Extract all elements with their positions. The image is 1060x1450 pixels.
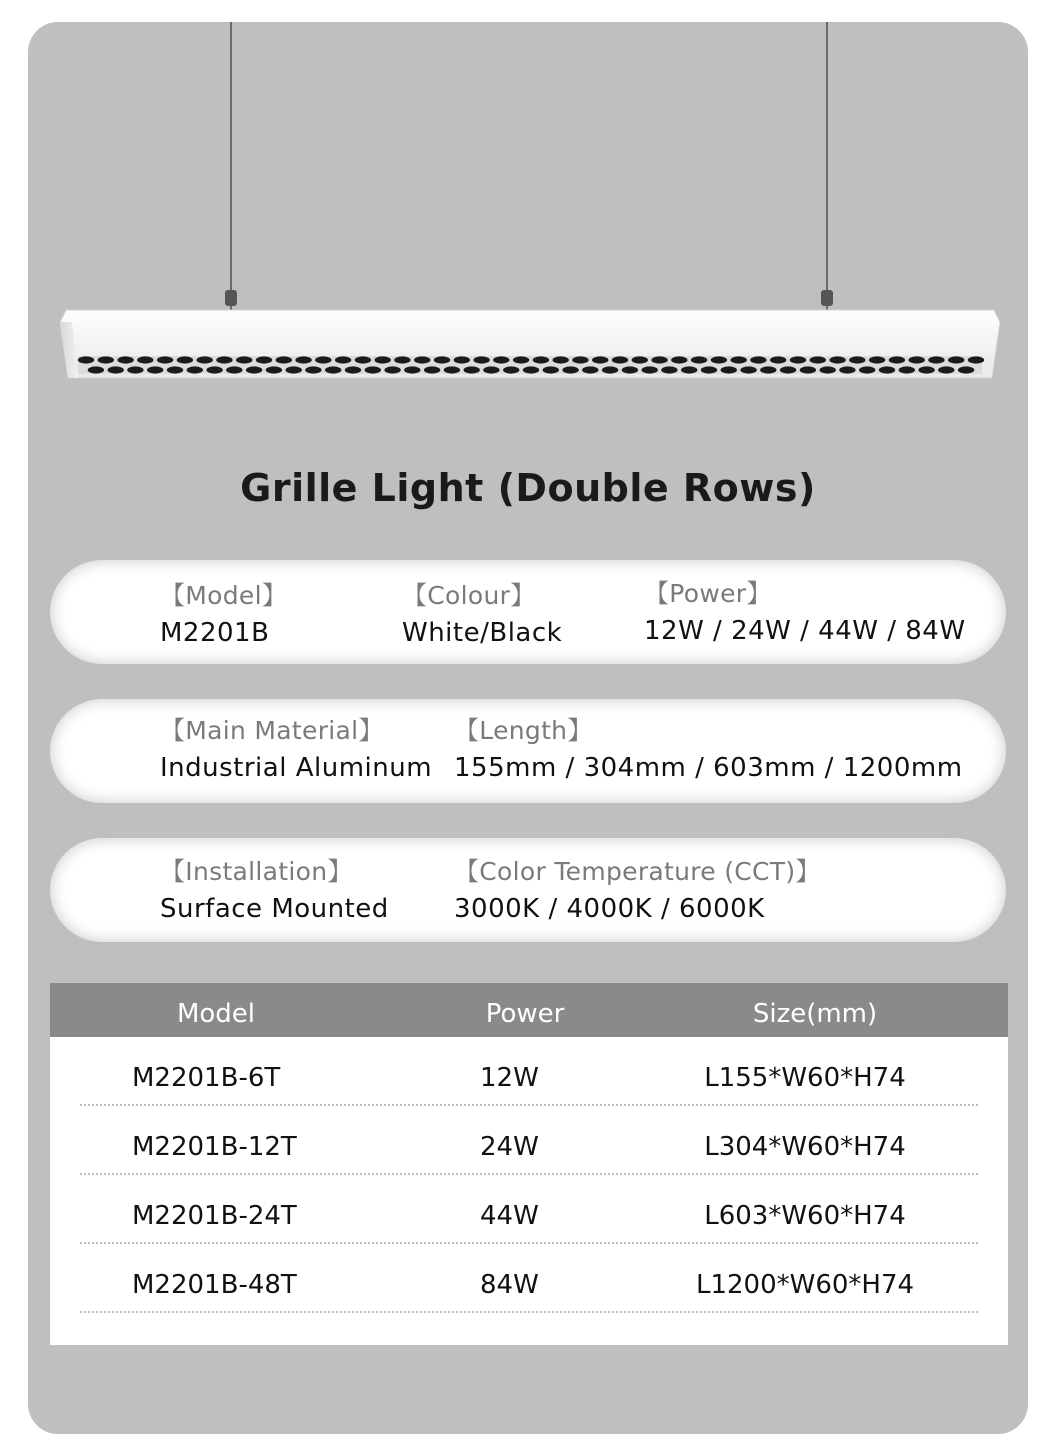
grille-cell: [523, 366, 539, 373]
grille-cell: [483, 366, 499, 373]
grille-cell: [464, 366, 480, 373]
grille-cell: [622, 366, 638, 373]
grille-cell: [375, 356, 391, 363]
spec-cct-value: 3000K / 4000K / 6000K: [454, 894, 765, 924]
grille-cell: [918, 366, 934, 373]
grille-cell: [553, 356, 569, 363]
suspension-wire-left: [230, 22, 232, 312]
grille-cell: [216, 356, 232, 363]
grille-cell: [98, 356, 114, 363]
grille-cell: [226, 366, 242, 373]
grille-cell: [384, 366, 400, 373]
cell-model: M2201B-24T: [132, 1201, 297, 1231]
grille-cell: [345, 366, 361, 373]
spec-power-value: 12W / 24W / 44W / 84W: [644, 616, 966, 646]
grille-cell: [78, 356, 94, 363]
spec-installation-label: 【Installation】: [160, 857, 353, 886]
spec-card-1: [50, 560, 1006, 664]
grille-cell: [711, 356, 727, 363]
wire-clip-left: [225, 290, 237, 306]
grille-cell: [642, 366, 658, 373]
cell-size: L155*W60*H74: [704, 1063, 906, 1093]
grille-cell: [365, 366, 381, 373]
spec-colour-label: 【Colour】: [402, 581, 536, 610]
grille-cell: [513, 356, 529, 363]
grille-cell: [938, 366, 954, 373]
grille-cell: [266, 366, 282, 373]
grille-cell: [760, 366, 776, 373]
cell-model: M2201B-12T: [132, 1132, 297, 1162]
grille-cell: [206, 366, 222, 373]
grille-cell: [879, 366, 895, 373]
grille-cell: [790, 356, 806, 363]
table-row: [80, 1244, 978, 1313]
grille-cell: [286, 366, 302, 373]
grille-cell: [414, 356, 430, 363]
cell-power: 84W: [480, 1270, 539, 1300]
grille-cell: [187, 366, 203, 373]
grille-cell: [750, 356, 766, 363]
cell-power: 24W: [480, 1132, 539, 1162]
spec-model-label: 【Model】: [160, 581, 288, 610]
grille-cell: [246, 366, 262, 373]
grille-cell: [731, 356, 747, 363]
grille-cell: [671, 356, 687, 363]
spec-length-label: 【Length】: [454, 716, 593, 745]
grille-cell: [533, 356, 549, 363]
table-row: [80, 1106, 978, 1175]
grille-cell: [928, 356, 944, 363]
grille-cell: [543, 366, 559, 373]
grille-cell: [295, 356, 311, 363]
spec-model: [160, 576, 287, 648]
grille-cell: [602, 366, 618, 373]
grille-cell: [691, 356, 707, 363]
grille-cell: [829, 356, 845, 363]
cell-size: L304*W60*H74: [704, 1132, 906, 1162]
grille-light-fixture-image: [60, 308, 1000, 380]
spec-power: [644, 574, 966, 646]
grille-cell: [325, 366, 341, 373]
grille-cell: [315, 356, 331, 363]
spec-card-2: [50, 699, 1006, 803]
cell-model: M2201B-48T: [132, 1270, 297, 1300]
grille-cell: [820, 366, 836, 373]
grille-cell: [632, 356, 648, 363]
table-header-size: Size(mm): [752, 999, 878, 1029]
suspension-wire-right: [826, 22, 828, 312]
grille-cell: [157, 356, 173, 363]
grille-cell: [839, 366, 855, 373]
spec-installation: [160, 852, 389, 924]
grille-cell: [572, 356, 588, 363]
grille-cell: [800, 366, 816, 373]
grille-cell: [562, 366, 578, 373]
grille-cell: [147, 366, 163, 373]
grille-cell: [117, 356, 133, 363]
grille-cell: [780, 366, 796, 373]
grille-cell: [869, 356, 885, 363]
page-title: Grille Light (Double Rows): [240, 466, 816, 510]
grille-cell: [681, 366, 697, 373]
cell-model: M2201B-6T: [132, 1063, 281, 1093]
grille-cell: [473, 356, 489, 363]
spec-length: [454, 711, 963, 783]
grille-cell: [177, 356, 193, 363]
grille-cell: [849, 356, 865, 363]
grille-cell: [197, 356, 213, 363]
cell-power: 12W: [480, 1063, 539, 1093]
grille-cell: [424, 366, 440, 373]
table-header-model: Model: [176, 999, 256, 1029]
grille-cell: [909, 356, 925, 363]
grille-cell: [88, 366, 104, 373]
grille-cell: [661, 366, 677, 373]
spec-colour: [402, 576, 562, 648]
grille-cell: [859, 366, 875, 373]
spec-colour-value: White/Black: [402, 618, 563, 648]
grille-cell: [404, 366, 420, 373]
grille-cell: [582, 366, 598, 373]
grille-cell: [493, 356, 509, 363]
grille-cell: [968, 356, 984, 363]
grille-cell: [701, 366, 717, 373]
grille-cell: [503, 366, 519, 373]
grille-cell: [721, 366, 737, 373]
spec-model-value: M2201B: [160, 618, 270, 648]
spec-material-label: 【Main Material】: [160, 716, 384, 745]
model-table: [50, 983, 1008, 1345]
grille-cell: [592, 356, 608, 363]
grille-cell: [355, 356, 371, 363]
grille-cell: [276, 356, 292, 363]
grille-cell: [899, 366, 915, 373]
grille-cell: [108, 366, 124, 373]
grille-cell: [958, 366, 974, 373]
wire-clip-right: [821, 290, 833, 306]
grille-cell: [444, 366, 460, 373]
grille-cell: [434, 356, 450, 363]
table-header-power: Power: [485, 999, 565, 1029]
spec-card-3: [50, 838, 1006, 942]
spec-length-value: 155mm / 304mm / 603mm / 1200mm: [454, 753, 963, 783]
cell-power: 44W: [480, 1201, 539, 1231]
grille-cell: [127, 366, 143, 373]
table-row: [80, 1037, 978, 1106]
grille-cell: [305, 366, 321, 373]
grille-cell: [256, 356, 272, 363]
product-panel: [28, 22, 1028, 1434]
spec-cct-label: 【Color Temperature (CCT)】: [454, 857, 821, 886]
grille-cell: [612, 356, 628, 363]
cell-size: L1200*W60*H74: [695, 1270, 915, 1300]
grille-cell: [335, 356, 351, 363]
spec-power-label: 【Power】: [644, 579, 772, 608]
table-header: [50, 983, 1008, 1037]
grille-cell: [770, 356, 786, 363]
table-row: [80, 1175, 978, 1244]
grille-cell: [454, 356, 470, 363]
grille-cell: [740, 366, 756, 373]
grille-cell: [236, 356, 252, 363]
grille-cell: [948, 356, 964, 363]
grille-cell: [810, 356, 826, 363]
spec-material: [160, 711, 432, 783]
grille-cell: [394, 356, 410, 363]
grille-cell: [889, 356, 905, 363]
grille-cell: [167, 366, 183, 373]
spec-material-value: Industrial Aluminum: [160, 753, 433, 783]
spec-cct: [454, 852, 821, 924]
grille-cell: [651, 356, 667, 363]
grille-cell: [137, 356, 153, 363]
cell-size: L603*W60*H74: [704, 1201, 906, 1231]
spec-installation-value: Surface Mounted: [160, 894, 389, 924]
